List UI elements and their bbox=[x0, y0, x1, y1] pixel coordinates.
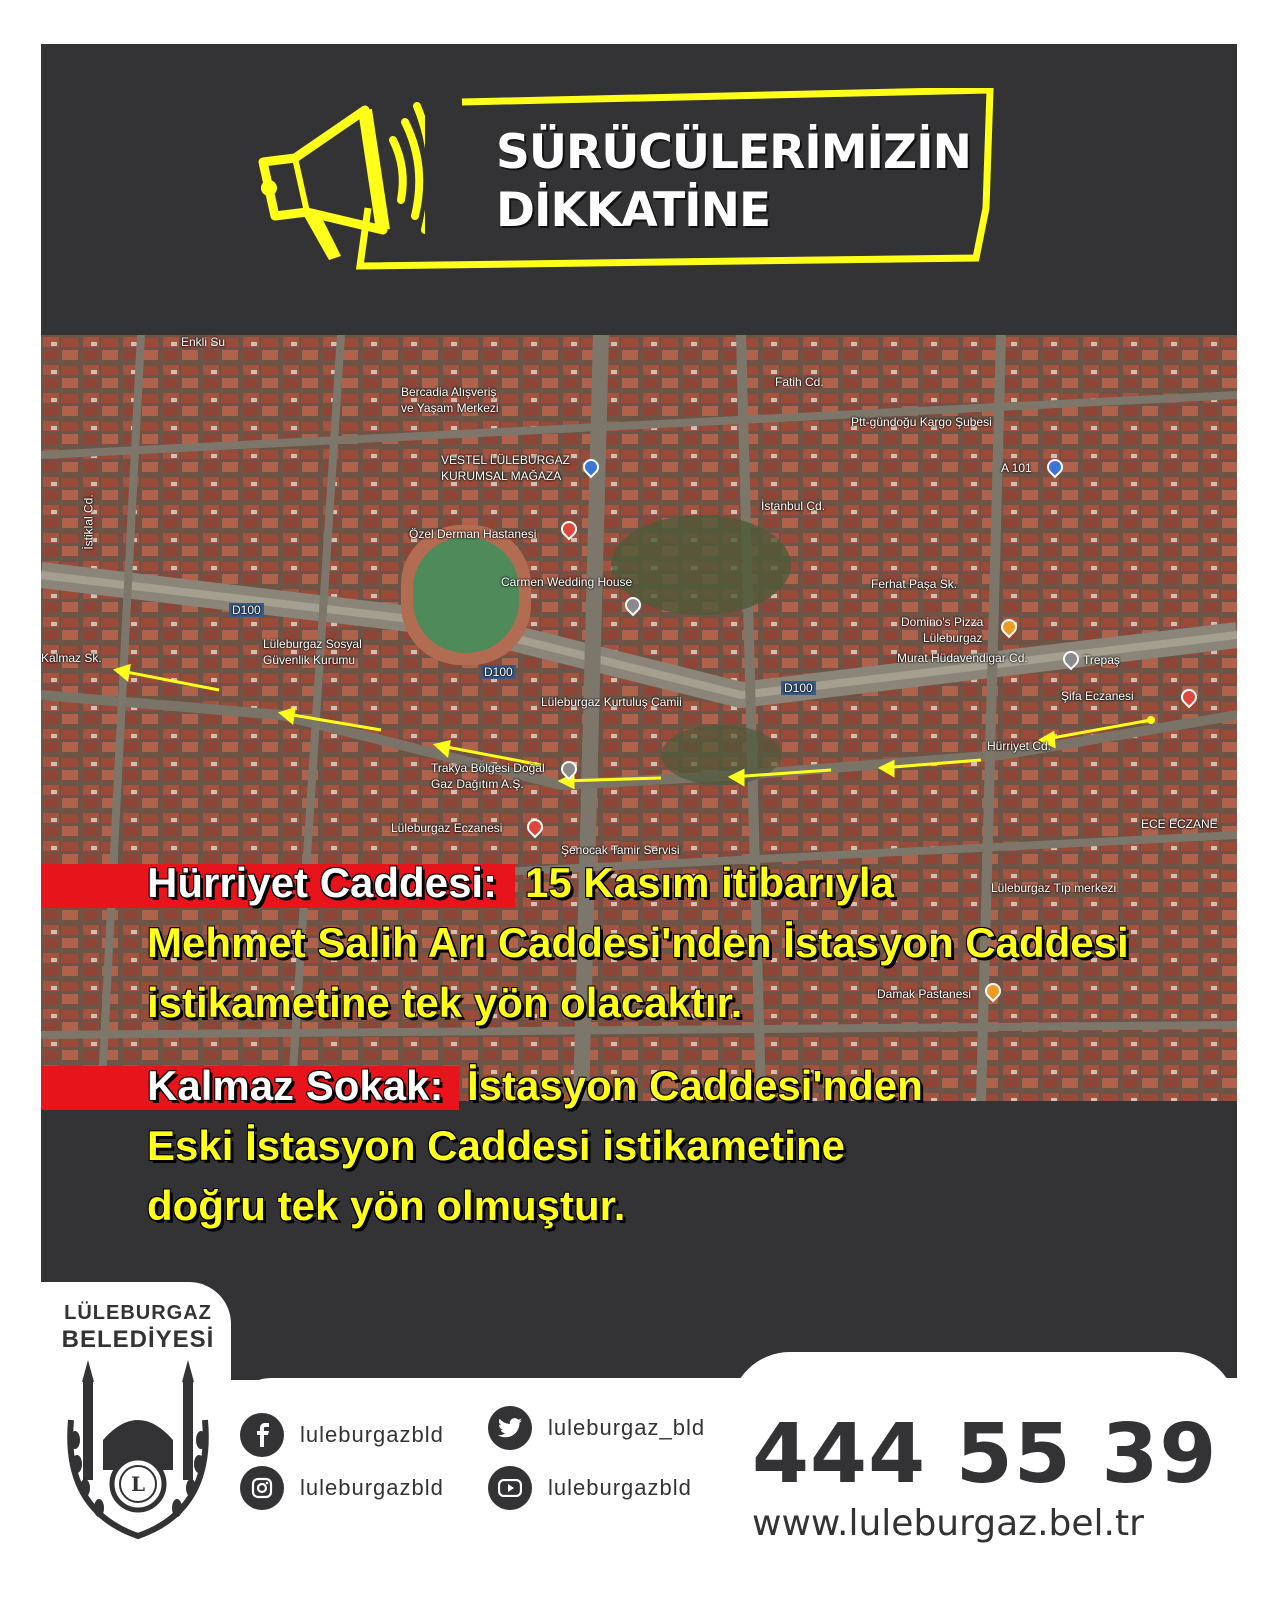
hurriyet-text-line-2: Mehmet Salih Arı Caddesi'nden İstasyon Caddesi bbox=[147, 919, 1129, 966]
map-label: İstanbul Cd. bbox=[761, 499, 826, 513]
map-label: KURUMSAL MAĞAZA bbox=[441, 469, 562, 483]
logo-emblem bbox=[63, 1360, 213, 1540]
map-label: Lüleburgaz Sosyal bbox=[263, 637, 362, 651]
map-label: Şenocak Tamir Servisi bbox=[561, 843, 680, 857]
map-label: VESTEL LÜLEBURGAZ bbox=[441, 453, 570, 467]
map-label: Gaz Dağıtım A.Ş. bbox=[431, 777, 524, 791]
twitter-link[interactable] bbox=[488, 1405, 705, 1451]
map-label: Hürriyet Cd. bbox=[987, 739, 1052, 753]
map-label: Fatih Cd. bbox=[775, 375, 824, 389]
kalmaz-text-line-1: İstasyon Caddesi'nden bbox=[467, 1062, 923, 1109]
road-badge: D100 bbox=[781, 681, 816, 695]
twitter-handle: luleburgaz_bld bbox=[548, 1415, 706, 1440]
title-line-2: DİKKATİNE bbox=[496, 183, 771, 238]
facebook-link[interactable] bbox=[240, 1412, 444, 1458]
title-line-1: SÜRÜCÜLERİMİZİN bbox=[496, 125, 971, 180]
logo-line-2: BELEDİYESİ bbox=[61, 1326, 215, 1353]
municipality-logo bbox=[41, 1282, 231, 1552]
map-label: Murat Hüdavendigar Cd. bbox=[897, 651, 1028, 665]
facebook-handle: luleburgazbld bbox=[300, 1422, 444, 1447]
map-label: Lüleburgaz bbox=[923, 631, 983, 645]
title-frame bbox=[350, 88, 1010, 270]
instagram-icon bbox=[240, 1466, 284, 1510]
map-label: ECE ECZANE bbox=[1141, 817, 1218, 831]
phone-number[interactable]: 444 55 39 bbox=[752, 1407, 1218, 1502]
map-label: Bercadia Alışveriş bbox=[401, 385, 497, 399]
map-label: Trepaş bbox=[1083, 653, 1120, 667]
road-badge: D100 bbox=[481, 665, 516, 679]
map-label: Damak Pastanesi bbox=[877, 987, 972, 1001]
map-label: ve Yaşam Merkezi bbox=[401, 401, 499, 415]
map-label: Domino's Pizza bbox=[901, 615, 984, 629]
twitter-icon bbox=[488, 1406, 532, 1450]
map-label: Kalmaz Sk. bbox=[41, 651, 102, 665]
map-label: Lüleburgaz Tıp merkezi bbox=[991, 881, 1117, 895]
kalmaz-label: Kalmaz Sokak: bbox=[147, 1062, 444, 1109]
instagram-link[interactable] bbox=[240, 1465, 444, 1511]
hurriyet-text-line-1: 15 Kasım itibarıyla bbox=[525, 859, 894, 906]
map-label: Lüleburgaz Kurtuluş Camii bbox=[541, 695, 682, 709]
road-badge: D100 bbox=[229, 603, 264, 617]
map-label: Özel Derman Hastanesi bbox=[409, 527, 537, 541]
map-label: Trakya Bölgesi Doğal bbox=[431, 761, 545, 775]
kalmaz-text-line-2: Eski İstasyon Caddesi istikametine bbox=[147, 1122, 845, 1169]
hurriyet-text-line-3: istikametine tek yön olacaktır. bbox=[147, 979, 743, 1026]
map-label: İstiklal Cd. bbox=[81, 494, 96, 550]
map-label: Güvenlik Kurumu bbox=[263, 653, 356, 667]
page-title bbox=[496, 124, 971, 240]
map-label: Carmen Wedding House bbox=[501, 575, 633, 589]
logo-line-1: LÜLEBURGAZ bbox=[64, 1302, 212, 1324]
hurriyet-label: Hürriyet Caddesi: bbox=[147, 859, 498, 906]
map-label: Lüleburgaz Eczanesi bbox=[391, 821, 503, 835]
map-label: Ferhat Paşa Sk. bbox=[871, 577, 958, 591]
website-link[interactable]: www.luleburgaz.bel.tr bbox=[752, 1503, 1144, 1544]
youtube-icon bbox=[488, 1466, 532, 1510]
map-label: Ptt-gündoğu Kargo Şubesi bbox=[851, 415, 992, 429]
facebook-icon bbox=[240, 1413, 284, 1457]
youtube-handle: luleburgazbld bbox=[548, 1475, 692, 1500]
map-label: Enkli Su bbox=[181, 335, 226, 349]
logo-mark: L bbox=[130, 1472, 146, 1496]
instagram-handle: luleburgazbld bbox=[300, 1475, 444, 1500]
youtube-link[interactable] bbox=[488, 1465, 692, 1511]
map-label: A 101 bbox=[1001, 461, 1032, 475]
kalmaz-text-line-3: doğru tek yön olmuştur. bbox=[147, 1182, 626, 1229]
map-label: Şifa Eczanesi bbox=[1061, 689, 1134, 703]
